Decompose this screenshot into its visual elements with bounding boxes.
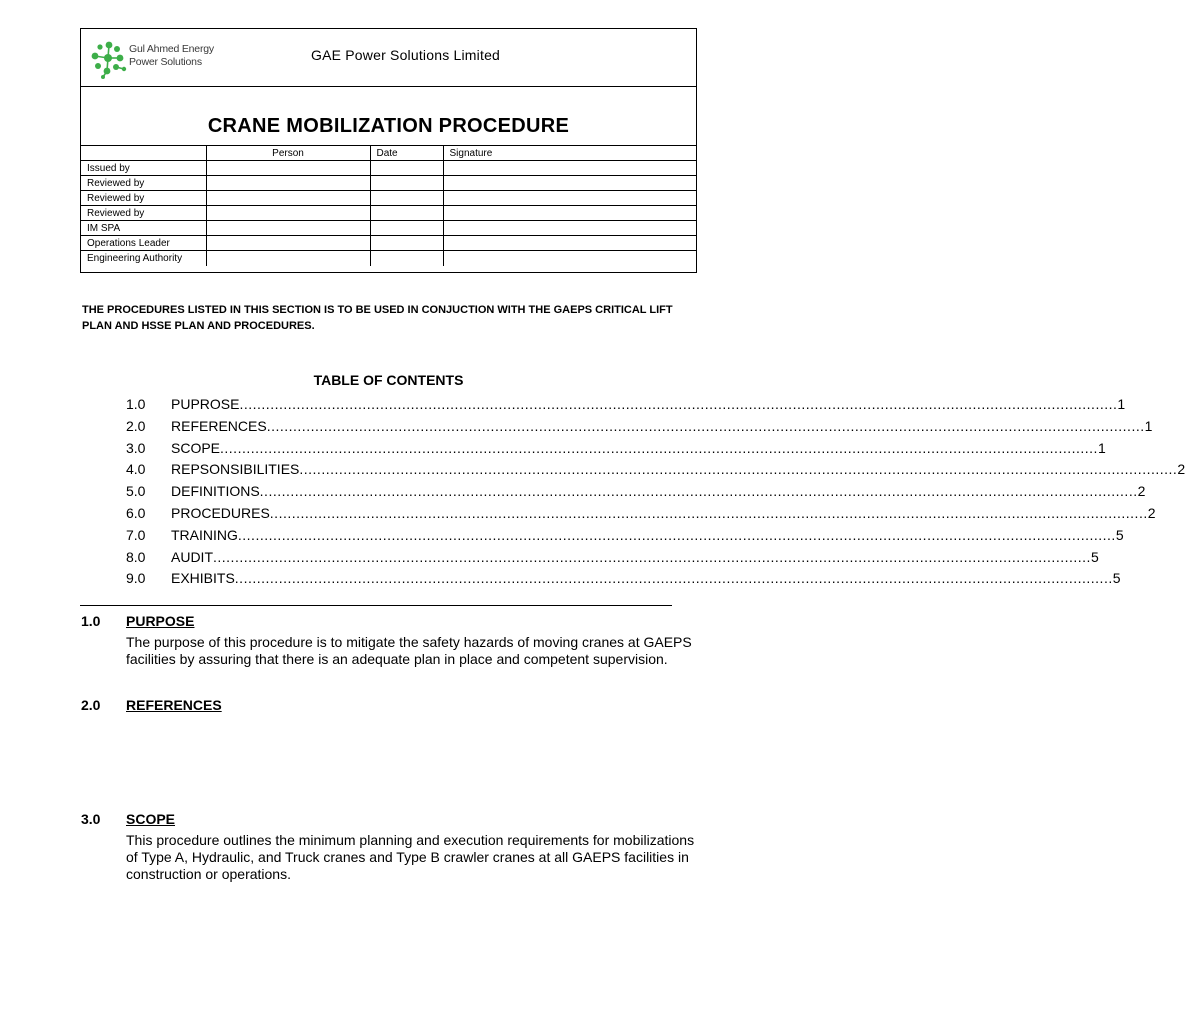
usage-notice: THE PROCEDURES LISTED IN THIS SECTION IS TO BE USED IN CONJUCTION WITH THE GAEPS CRITICAL LIFT PLAN AND HSSE PLAN AND PROCEDURES. [82, 304, 673, 332]
signoff-blank-cell [370, 191, 443, 206]
signoff-blank-cell [206, 191, 370, 206]
toc-entry-page: 1 [1117, 396, 1126, 412]
toc-leader-dots: ........................................................................................................................................................................................................ [266, 417, 1145, 434]
toc-entry[interactable] [126, 438, 1106, 460]
toc-entry-number: 6.0 [126, 504, 146, 521]
signoff-blank-cell [443, 176, 696, 191]
section-heading-references: REFERENCES [126, 697, 222, 713]
signoff-blank-cell [370, 161, 443, 176]
toc-leader-dots: ........................................................................................................................................................................................................ [269, 504, 1148, 521]
toc-entry-label: SCOPE [171, 439, 221, 456]
signoff-row [81, 251, 696, 266]
signoff-role-label: Engineering Authority [81, 251, 206, 266]
logo-line-1: Gul Ahmed Energy [129, 43, 214, 55]
toc-entry-number: 4.0 [126, 461, 146, 478]
signoff-table [81, 145, 696, 266]
toc-entry-page: 2 [1137, 483, 1146, 500]
signoff-role-label: Reviewed by [81, 191, 206, 206]
signoff-column-header: Person [206, 146, 370, 161]
signoff-column-header: Date [370, 146, 443, 161]
signoff-blank-cell [370, 236, 443, 251]
toc-entry-label: PROCEDURES [171, 504, 270, 521]
signoff-role-label: Issued by [81, 161, 206, 176]
signoff-row [81, 176, 696, 191]
section-number-scope: 3.0 [81, 811, 101, 827]
company-name: GAE Power Solutions Limited [311, 47, 501, 63]
toc-entry-label: EXHIBITS [171, 570, 235, 587]
toc-entry[interactable] [126, 394, 1126, 416]
toc-leader-dots: ........................................................................................................................................................................................................ [213, 548, 1091, 565]
toc-entry[interactable] [126, 568, 1121, 590]
signoff-column-header [81, 146, 206, 161]
signoff-role-label: Reviewed by [81, 206, 206, 221]
toc-entry-label: TRAINING [171, 526, 238, 543]
toc-entry-page: 5 [1112, 570, 1121, 587]
document-title: CRANE MOBILIZATION PROCEDURE [207, 115, 570, 137]
table-of-contents [126, 394, 1185, 590]
toc-entry-label: DEFINITIONS [171, 483, 260, 500]
toc-entry-label: REFERENCES [171, 417, 267, 434]
toc-entry-number: 8.0 [126, 548, 146, 565]
signoff-header-row [81, 146, 696, 161]
signoff-blank-cell [443, 191, 696, 206]
section-heading-scope: SCOPE [126, 811, 176, 827]
signoff-blank-cell [443, 161, 696, 176]
section-number-purpose: 1.0 [81, 613, 101, 629]
toc-entry-number: 5.0 [126, 483, 146, 500]
signoff-blank-cell [443, 251, 696, 266]
signoff-blank-cell [206, 221, 370, 236]
signoff-blank-cell [206, 251, 370, 266]
header-top-row [81, 29, 696, 87]
toc-entry-label: AUDIT [171, 548, 213, 565]
signoff-column-header: Signature [443, 146, 696, 161]
signoff-row [81, 206, 696, 221]
logo-line-2: Power Solutions [129, 56, 202, 68]
signoff-blank-cell [206, 176, 370, 191]
toc-entry-number: 1.0 [126, 396, 146, 412]
signoff-blank-cell [206, 161, 370, 176]
signoff-row [81, 236, 696, 251]
toc-entry-page: 5 [1090, 548, 1099, 565]
toc-leader-dots: ........................................................................................................................................................................................................ [259, 483, 1138, 500]
toc-title: TABLE OF CONTENTS [313, 372, 464, 388]
signoff-row [81, 191, 696, 206]
toc-entry-page: 1 [1144, 417, 1153, 434]
toc-entry-page: 2 [1147, 504, 1156, 521]
toc-leader-dots: ........................................................................................................................................................................................................ [220, 439, 1098, 456]
signoff-blank-cell [443, 236, 696, 251]
toc-entry[interactable] [126, 525, 1124, 547]
logo-wordmark [129, 43, 214, 69]
toc-entry[interactable] [126, 547, 1099, 569]
toc-entry-page: 1 [1097, 439, 1106, 456]
section-body-scope: This procedure outlines the minimum planning and execution requirements for mobilizations of Type A, Hydraulic, and Truck cranes and Type B crawler cranes at all GAEPS facilities in construction or operations. [126, 832, 695, 882]
signoff-blank-cell [206, 236, 370, 251]
signoff-blank-cell [443, 206, 696, 221]
toc-entry-page: 5 [1115, 526, 1124, 543]
section-divider [80, 605, 672, 606]
section-number-references: 2.0 [81, 697, 101, 713]
signoff-blank-cell [206, 206, 370, 221]
toc-entry-label: PUPROSE [171, 396, 240, 412]
signoff-blank-cell [370, 176, 443, 191]
toc-entry-label: REPSONSIBILITIES [171, 461, 300, 478]
signoff-role-label: IM SPA [81, 221, 206, 236]
header-block [80, 28, 697, 273]
signoff-role-label: Operations Leader [81, 236, 206, 251]
toc-leader-dots: ........................................................................................................................................................................................................ [239, 396, 1118, 412]
section-heading-purpose: PURPOSE [126, 613, 195, 629]
toc-entry[interactable] [126, 459, 1185, 481]
signoff-row [81, 161, 696, 176]
toc-entry-number: 3.0 [126, 439, 146, 456]
company-logo-icon [89, 37, 129, 79]
signoff-role-label: Reviewed by [81, 176, 206, 191]
signoff-blank-cell [370, 251, 443, 266]
toc-leader-dots: ........................................................................................................................................................................................................ [237, 526, 1116, 543]
toc-entry-page: 2 [1177, 461, 1185, 478]
signoff-blank-cell [370, 206, 443, 221]
signoff-blank-cell [443, 221, 696, 236]
toc-leader-dots: ........................................................................................................................................................................................................ [299, 461, 1178, 478]
signoff-blank-cell [370, 221, 443, 236]
toc-entry[interactable] [126, 416, 1153, 438]
toc-leader-dots: ........................................................................................................................................................................................................ [234, 570, 1113, 587]
toc-entry[interactable] [126, 481, 1146, 503]
toc-entry[interactable] [126, 503, 1156, 525]
section-body-purpose: The purpose of this procedure is to mitigate the safety hazards of moving cranes at GAEPS facilities by assuring that there is an adequate plan in place and competent supervision. [126, 634, 692, 667]
toc-entry-number: 7.0 [126, 526, 146, 543]
signoff-row [81, 221, 696, 236]
toc-entry-number: 2.0 [126, 417, 146, 434]
toc-entry-number: 9.0 [126, 570, 146, 587]
